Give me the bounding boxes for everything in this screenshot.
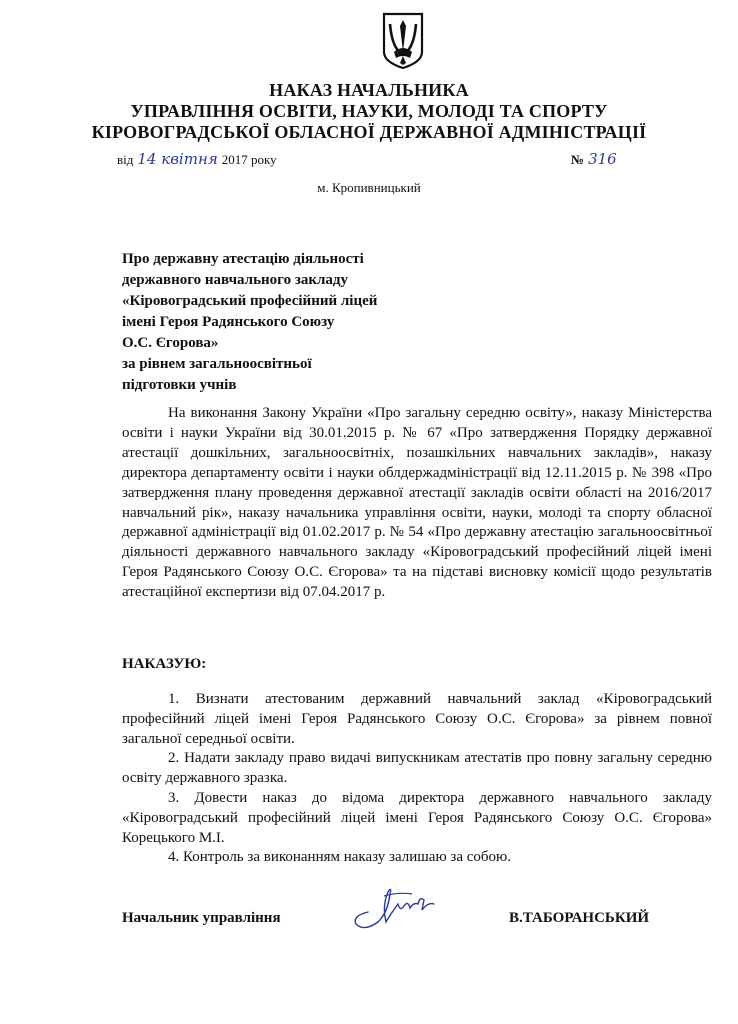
order-item: 1. Визнати атестованим державний навчальний заклад «Кіровоградський професійний ліцей імені Героя Радянського Союзу О.С. Єгорова» за рівнем повної загальної середньої освіти. bbox=[122, 691, 712, 747]
order-number bbox=[571, 150, 617, 169]
number-prefix: № bbox=[571, 152, 585, 167]
trident-emblem-icon bbox=[382, 12, 424, 70]
subject-line: Про державну атестацію діяльності bbox=[122, 251, 364, 267]
signatory-name: В.ТАБОРАНСЬКИЙ bbox=[509, 910, 650, 926]
order-item: 3. Довести наказ до відома директора державного навчального закладу «Кіровоградський професійний ліцей імені Героя Радянського Союзу О.С. Єгорова» Корецького М.І. bbox=[122, 789, 712, 846]
subject-line: «Кіровоградський професійний ліцей bbox=[122, 293, 378, 309]
subject-line: імені Героя Радянського Союзу bbox=[122, 314, 335, 330]
date-handwritten: 14 квітня bbox=[137, 150, 218, 168]
order-date bbox=[117, 150, 277, 169]
handwritten-signature-icon bbox=[348, 882, 440, 934]
document-title: НАКАЗ НАЧАЛЬНИКА bbox=[269, 80, 469, 100]
department-name: УПРАВЛІННЯ ОСВІТИ, НАУКИ, МОЛОДІ ТА СПОРТУ bbox=[130, 101, 608, 121]
city-name: м. Кропивницький bbox=[317, 180, 421, 195]
subject-line: О.С. Єгорова» bbox=[122, 335, 219, 351]
number-handwritten: 316 bbox=[588, 150, 617, 168]
subject-line: за рівнем загальноосвітньої bbox=[122, 356, 312, 372]
order-item: 4. Контроль за виконанням наказу залишаю за собою. bbox=[168, 849, 511, 866]
date-prefix: від bbox=[117, 152, 134, 167]
order-heading: НАКАЗУЮ: bbox=[122, 656, 207, 672]
preamble-paragraph: На виконання Закону України «Про загальну середню освіту», наказу Міністерства освіти і науки України від 30.01.2015 р. № 67 «Про затвердження Порядку державної атестації дошкільних, загальноосвітніх, позашкільних навчальних закладів», наказу директора департаменту освіти і науки облдержадміністрації від 12.11.2015 р. № 398 «Про затвердження плану проведення державної атестації закладів освіти області на 2016/2017 навчальний рік», наказу начальника управління освіти, науки, молоді та спорту обласної державної адміністрації від 01.02.2017 р. № 54 «Про державну атестацію загальноосвітньої діяльності державного навчального закладу «Кіровоградський професійний ліцей імені Героя Радянського Союзу О.С. Єгорова» та на підставі висновку комісії щодо результатів атестаційної експертизи від 07.04.2017 р. bbox=[122, 405, 712, 601]
order-item: 2. Надати закладу право видачі випускникам атестатів про повну загальну середню освіту державного зразка. bbox=[122, 750, 712, 787]
signatory-title: Начальник управління bbox=[122, 910, 281, 926]
administration-name: КІРОВОГРАДСЬКОЇ ОБЛАСНОЇ ДЕРЖАВНОЇ АДМІНІСТРАЦІЇ bbox=[91, 122, 647, 142]
order-subject bbox=[122, 249, 542, 396]
order-items bbox=[122, 690, 712, 868]
subject-line: державного навчального закладу bbox=[122, 272, 349, 288]
date-suffix: 2017 року bbox=[221, 152, 277, 167]
subject-line: підготовки учнів bbox=[122, 377, 237, 393]
